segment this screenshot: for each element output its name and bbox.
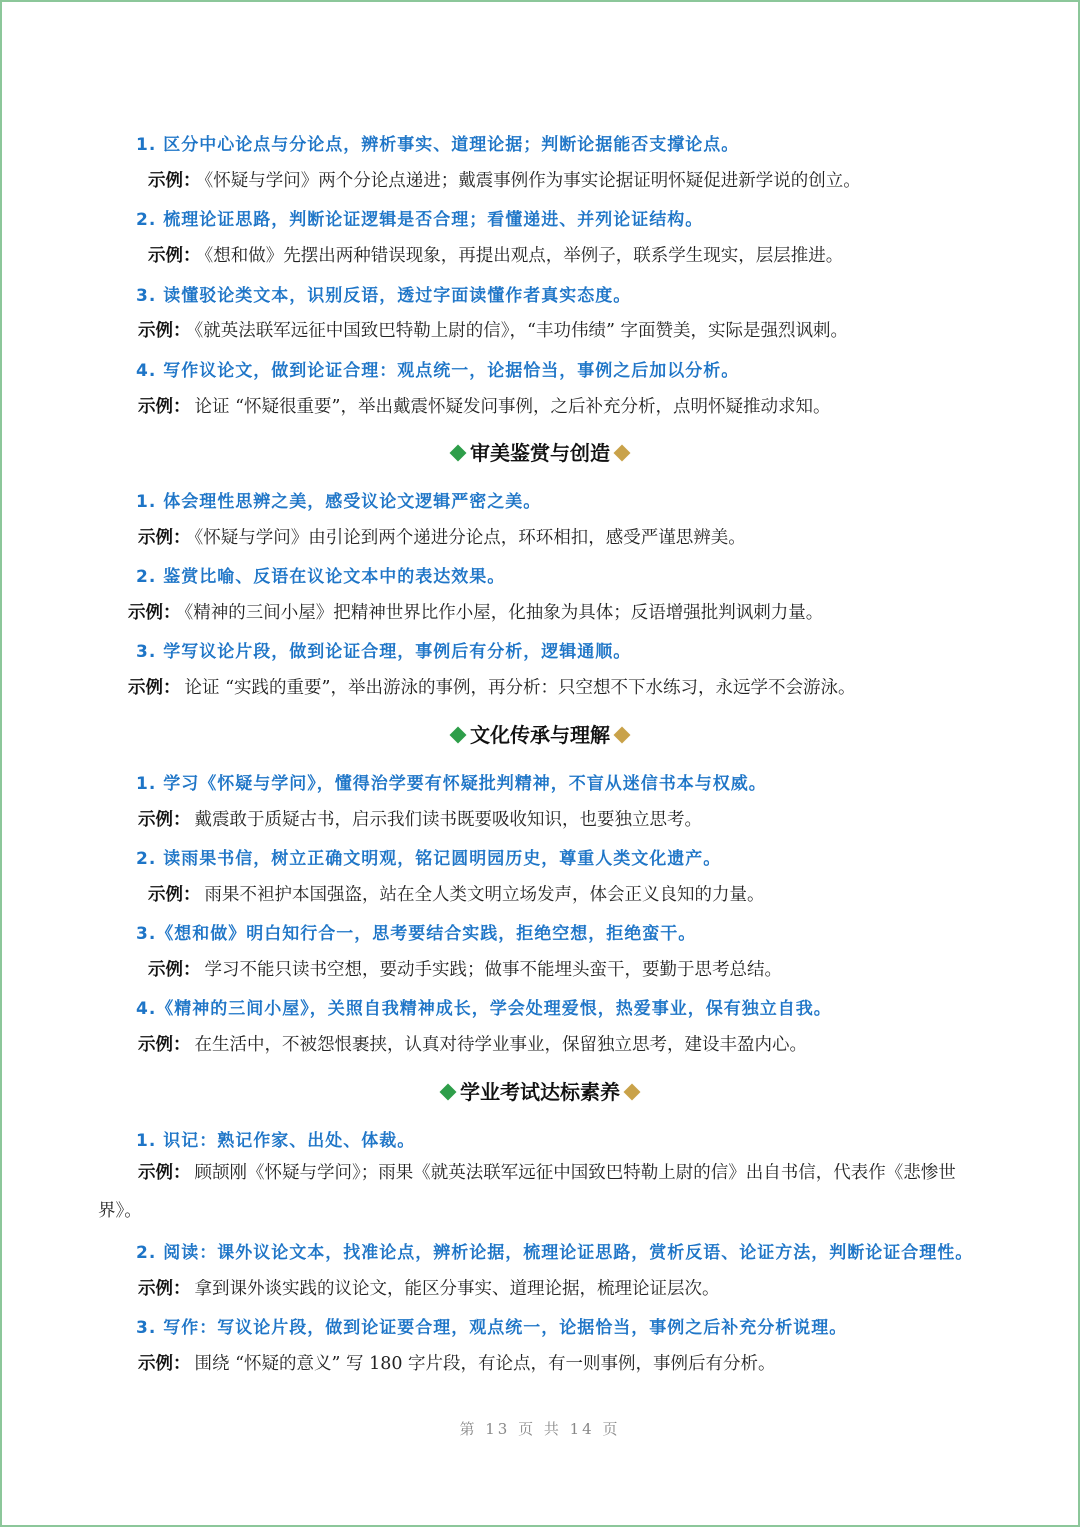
example-label: 示例： <box>138 1035 191 1055</box>
example-text: 拿到课外谈实践的议论文，能区分事实、道理论据，梳理论证层次。 <box>194 1279 720 1299</box>
heading-text: 学业考试达标素养 <box>460 1080 620 1104</box>
example-3-4 <box>138 1031 1060 1056</box>
example-4-1 <box>98 1154 998 1230</box>
example-text: 围绕 “怀疑的意义” 写 180 字片段，有论点，有一则事例，事例后有分析。 <box>194 1354 776 1374</box>
example-label: 示例： <box>128 603 181 623</box>
example-text: 顾颉刚《怀疑与学问》；雨果《就英法联军远征中国致巴特勒上尉的信》出自书信，代表作《悲惨世界》。 <box>98 1163 956 1221</box>
example-text: 《怀疑与学问》由引论到两个递进分论点，环环相扣，感受严谨思辨美。 <box>194 528 746 548</box>
item-2-2: 2. 鉴赏比喻、反语在议论文本中的表达效果。 <box>136 567 506 587</box>
example-label: 示例： <box>138 1354 191 1374</box>
item-4-1: 1. 识记：熟记作家、出处、体裁。 <box>136 1131 416 1151</box>
page-footer: 第 13 页 共 14 页 <box>459 1420 621 1438</box>
example-1-3 <box>138 317 1060 342</box>
item-3-2: 2. 读雨果书信，树立正确文明观，铭记圆明园历史，尊重人类文化遗产。 <box>136 849 722 869</box>
gold-diamond-icon <box>624 1083 641 1100</box>
green-diamond-icon <box>450 726 467 743</box>
heading-text: 文化传承与理解 <box>470 723 610 747</box>
item-3-4: 4.《精神的三间小屋》，关照自我精神成长，学会处理爱恨，热爱事业，保有独立自我。 <box>136 999 832 1019</box>
item-2-1: 1. 体会理性思辨之美，感受议论文逻辑严密之美。 <box>136 492 542 512</box>
example-text: 戴震敢于质疑古书，启示我们读书既要吸收知识，也要独立思考。 <box>194 810 702 830</box>
heading-text: 审美鉴赏与创造 <box>470 441 610 465</box>
green-diamond-icon <box>450 444 467 461</box>
section-heading-exam <box>0 1076 1080 1105</box>
example-label: 示例： <box>148 246 201 266</box>
example-2-3 <box>128 674 1060 699</box>
example-label: 示例： <box>148 885 201 905</box>
example-3-3 <box>148 956 1060 981</box>
example-label: 示例： <box>138 528 191 548</box>
example-text: 《精神的三间小屋》把精神世界比作小屋，化抽象为具体；反语增强批判讽刺力量。 <box>184 603 824 623</box>
item-4-3: 3. 写作：写议论片段，做到论证要合理，观点统一，论据恰当，事例之后补充分析说理。 <box>136 1318 848 1338</box>
example-label: 示例： <box>138 1279 191 1299</box>
example-4-2 <box>138 1275 1060 1300</box>
item-1-3: 3. 读懂驳论类文本，识别反语，透过字面读懂作者真实态度。 <box>136 286 632 306</box>
section-heading-aesthetics <box>0 437 1080 466</box>
example-label: 示例： <box>148 171 201 191</box>
example-label: 示例： <box>138 397 191 417</box>
gold-diamond-icon <box>614 444 631 461</box>
example-text: 论证 “怀疑很重要”，举出戴震怀疑发问事例，之后补充分析，点明怀疑推动求知。 <box>194 397 831 417</box>
example-2-2 <box>128 599 1060 624</box>
item-3-3: 3.《想和做》明白知行合一，思考要结合实践，拒绝空想，拒绝蛮干。 <box>136 924 697 944</box>
example-label: 示例： <box>138 1163 191 1183</box>
example-3-2 <box>148 881 1060 906</box>
item-2-3: 3. 学写议论片段，做到论证合理，事例后有分析，逻辑通顺。 <box>136 642 632 662</box>
example-1-4 <box>138 393 1060 418</box>
example-label: 示例： <box>138 810 191 830</box>
green-diamond-icon <box>440 1083 457 1100</box>
item-3-1: 1. 学习《怀疑与学问》，懂得治学要有怀疑批判精神，不盲从迷信书本与权威。 <box>136 774 767 794</box>
example-label: 示例： <box>128 678 181 698</box>
example-text: 在生活中，不被怨恨裹挟，认真对待学业事业，保留独立思考，建设丰盈内心。 <box>194 1035 807 1055</box>
example-1-2 <box>148 242 1060 267</box>
gold-diamond-icon <box>614 726 631 743</box>
example-text: 雨果不袒护本国强盗，站在全人类文明立场发声，体会正义良知的力量。 <box>204 885 765 905</box>
item-1-1: 1. 区分中心论点与分论点，辨析事实、道理论据；判断论据能否支撑论点。 <box>136 135 740 155</box>
example-text: 《就英法联军远征中国致巴特勒上尉的信》，“丰功伟绩” 字面赞美，实际是强烈讽刺。 <box>194 321 848 341</box>
example-3-1 <box>138 806 1060 831</box>
example-text: 论证 “实践的重要”，举出游泳的事例，再分析：只空想不下水练习，永远学不会游泳。 <box>184 678 856 698</box>
item-1-4: 4. 写作议论文，做到论证合理：观点统一，论据恰当，事例之后加以分析。 <box>136 361 740 381</box>
example-text: 《怀疑与学问》两个分论点递进；戴震事例作为事实论据证明怀疑促进新学说的创立。 <box>204 171 861 191</box>
example-4-3 <box>138 1350 1060 1375</box>
example-text: 《想和做》先摆出两种错误现象，再提出观点，举例子，联系学生现实，层层推进。 <box>204 246 844 266</box>
example-text: 学习不能只读书空想，要动手实践；做事不能埋头蛮干，要勤于思考总结。 <box>204 960 782 980</box>
section-heading-culture <box>0 719 1080 748</box>
example-label: 示例： <box>148 960 201 980</box>
example-2-1 <box>138 524 1060 549</box>
example-label: 示例： <box>138 321 191 341</box>
item-4-2: 2. 阅读：课外议论文本，找准论点，辨析论据，梳理论证思路，赏析反语、论证方法，判断论证合理性。 <box>136 1243 974 1263</box>
item-1-2: 2. 梳理论证思路，判断论证逻辑是否合理；看懂递进、并列论证结构。 <box>136 210 704 230</box>
example-1-1 <box>148 167 1060 192</box>
